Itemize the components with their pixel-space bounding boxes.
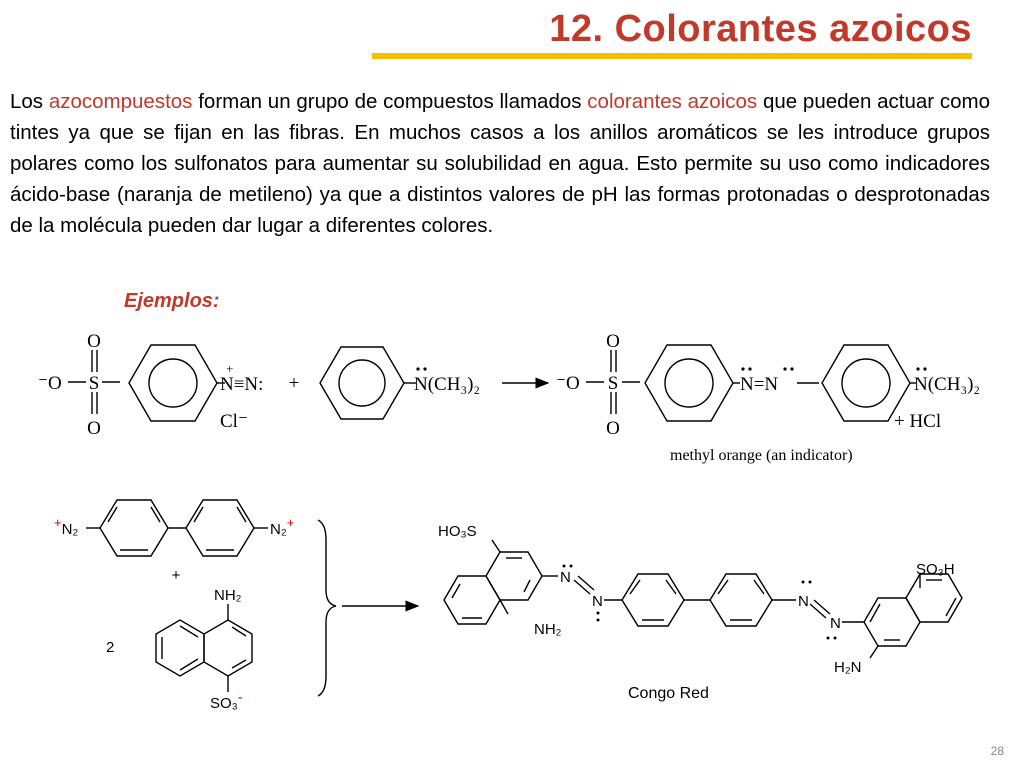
sulfonic-acid-label: HO₃S bbox=[438, 523, 477, 540]
amine-label: NH₂ bbox=[534, 621, 562, 638]
dimethylamine-label: N(CH₃)₂ bbox=[414, 374, 481, 395]
nitrogen-label: N bbox=[830, 615, 841, 632]
benzene-ring bbox=[186, 500, 254, 556]
aromatic-circle bbox=[665, 359, 713, 407]
lone-pair-dots bbox=[416, 367, 926, 370]
diazonium-label: N≡N: bbox=[220, 374, 264, 395]
aromatic-circle bbox=[842, 359, 890, 407]
sulfur-label: S bbox=[607, 373, 619, 394]
n2-label: N₂ bbox=[61, 521, 79, 538]
term-azocompuestos: azocompuestos bbox=[48, 90, 193, 113]
sulfonic-acid-label: SO₃H bbox=[916, 561, 955, 578]
paragraph-text: Los bbox=[10, 90, 49, 113]
congo-red-caption: Congo Red bbox=[628, 685, 709, 702]
naphthalene-ring bbox=[444, 576, 500, 624]
paragraph-text: forman un grupo de compuestos llamados bbox=[192, 90, 588, 113]
methyl-orange-caption: methyl orange (an indicator) bbox=[670, 447, 853, 464]
n2-label: N₂ bbox=[270, 521, 287, 538]
diazonium-left-label bbox=[54, 515, 78, 538]
charge-label: + bbox=[54, 515, 62, 530]
benzene-ring bbox=[710, 574, 772, 626]
aromatic-circle bbox=[339, 360, 385, 406]
methyl-orange-reaction bbox=[68, 345, 916, 421]
nitrogen-label: N bbox=[592, 593, 603, 610]
examples-label: Ejemplos: bbox=[124, 290, 220, 312]
positive-charge: + bbox=[226, 361, 234, 376]
oxygen-label: O bbox=[606, 418, 620, 439]
benzene-ring bbox=[320, 347, 404, 419]
term-colorantes-azoicos: colorantes azoicos bbox=[587, 90, 758, 113]
benzene-ring bbox=[622, 574, 684, 626]
amine-label: NH₂ bbox=[214, 587, 242, 604]
aromatic-circle bbox=[149, 359, 197, 407]
so3-label: SO₃ bbox=[210, 695, 238, 712]
oxygen-label: O bbox=[87, 331, 101, 352]
naphthalene-ring bbox=[864, 598, 920, 646]
lone-pair-dots bbox=[563, 565, 837, 640]
sulfonate-label bbox=[210, 689, 243, 712]
dimethylamine-label: N(CH₃)₂ bbox=[914, 374, 981, 395]
stoichiometric-coefficient: 2 bbox=[106, 639, 115, 656]
plus-sign: + bbox=[171, 567, 181, 584]
oxide-label: ⁻O bbox=[556, 373, 580, 394]
chloride-label: Cl⁻ bbox=[220, 411, 248, 432]
charge-label: - bbox=[237, 689, 243, 706]
azo-label: N=N bbox=[740, 374, 779, 395]
charge-label: + bbox=[286, 515, 295, 530]
oxygen-label: O bbox=[606, 331, 620, 352]
naphthalene-ring bbox=[204, 620, 252, 676]
benzene-ring bbox=[129, 345, 217, 421]
naphthalene-ring bbox=[486, 552, 542, 600]
nitrogen-label: N bbox=[798, 593, 809, 610]
brace bbox=[318, 520, 336, 696]
amine-label: H₂N bbox=[834, 659, 862, 676]
benzene-ring bbox=[822, 345, 910, 421]
benzene-ring bbox=[100, 500, 168, 556]
paragraph-text: que pueden actuar como tintes ya que se fijan en las fibras. En muchos casos a los anillos aromáticos se les introduce grupos polares como los sulfonatos para aumentar su solubilidad en agua. Esto permite su uso como indicadores ácido-base (naranja de metileno) ya que a distintos valores de pH las formas protonadas o desprotonadas de la molécula pueden dar lugar a diferentes colores. bbox=[10, 90, 991, 237]
hcl-label: + HCl bbox=[894, 411, 942, 432]
page-number: 28 bbox=[990, 744, 1004, 758]
benzene-ring bbox=[645, 345, 733, 421]
oxygen-label: O bbox=[87, 418, 101, 439]
diazonium-right-label bbox=[270, 515, 294, 538]
oxide-label: ⁻O bbox=[38, 373, 62, 394]
naphthalene-ring bbox=[906, 574, 962, 622]
sulfur-label: S bbox=[88, 373, 100, 394]
naphthalene-ring bbox=[156, 620, 204, 676]
slide-title: 12. Colorantes azoicos bbox=[549, 8, 972, 50]
nitrogen-label: N bbox=[560, 569, 571, 586]
plus-sign: + bbox=[288, 373, 300, 394]
